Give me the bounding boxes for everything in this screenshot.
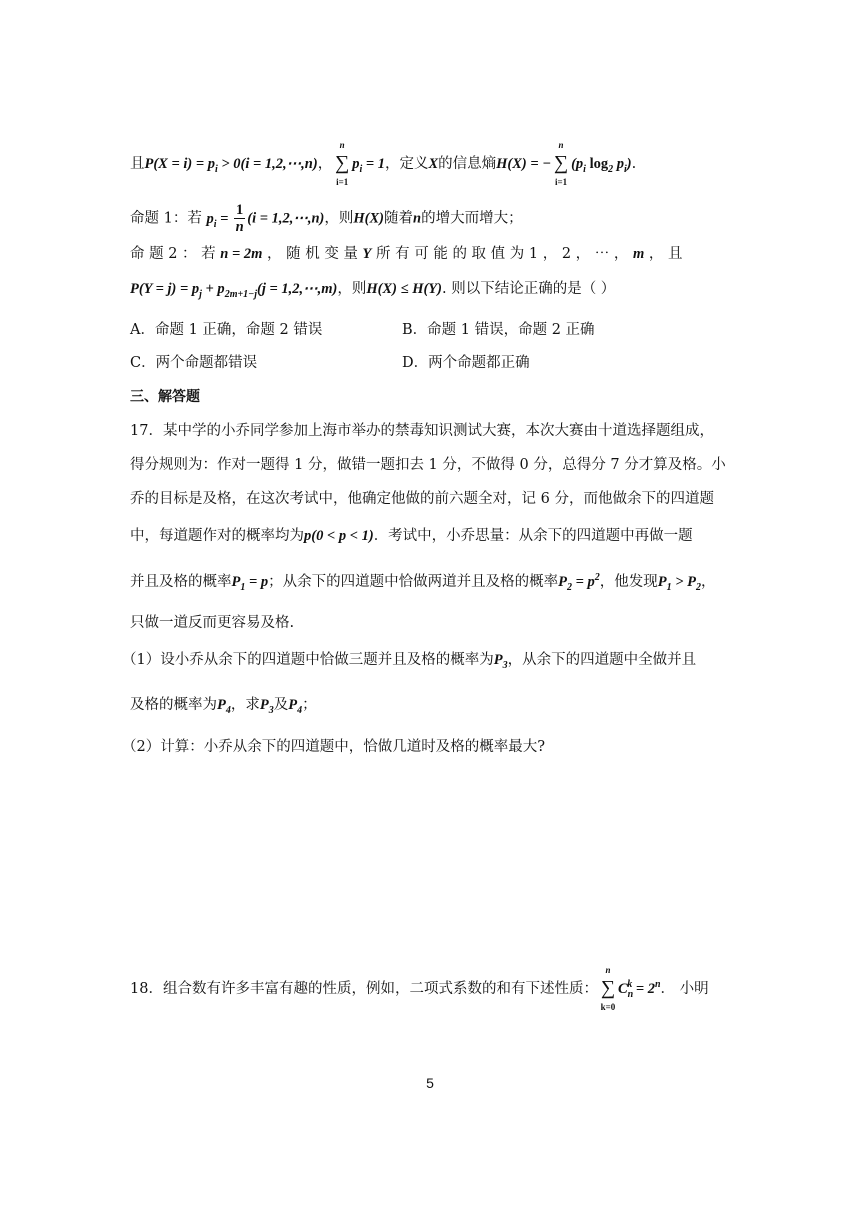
text: （1）设小乔从余下的四道题中恰做三题并且及格的概率为 — [122, 652, 494, 668]
sub: 2 — [608, 163, 614, 175]
sub: 4 — [225, 704, 231, 716]
sub: 2m+1−j — [224, 288, 258, 300]
math: n — [413, 210, 422, 227]
text: ， 随 机 变 量 — [262, 246, 363, 262]
sum-upper: n — [339, 140, 345, 150]
math-sum-body — [352, 156, 385, 175]
fraction — [234, 202, 245, 235]
text: ，从余下的四道题中全做并且 — [507, 652, 697, 668]
math — [493, 652, 508, 671]
math: p(0 < p < 1) — [304, 528, 374, 544]
text: ，求 — [230, 697, 260, 713]
sub: 3 — [268, 704, 274, 716]
math: > P — [671, 574, 696, 590]
text: 命 题 2 ： 若 — [130, 246, 221, 262]
text: 所 有 可 能 的 取 值 为 1 ， 2 ， ⋯ ， — [371, 246, 633, 262]
math: H(X) — [353, 210, 384, 227]
q16-line-1 — [130, 140, 637, 187]
sum-lower: i=1 — [336, 177, 349, 187]
math: H(X) ≤ H(Y) — [366, 281, 442, 297]
summation-symbol: n ∑ i=1 — [333, 153, 351, 175]
math — [288, 697, 303, 716]
text: ，则 — [337, 281, 367, 297]
math: P — [231, 574, 241, 590]
math: = 2 — [632, 981, 655, 997]
text: ， — [317, 156, 333, 172]
summation-symbol: n ∑ k=0 — [599, 978, 617, 1000]
math: p — [352, 156, 360, 172]
q17-part1-line-2 — [130, 695, 317, 715]
q16-line-3 — [130, 244, 683, 264]
math: p — [613, 156, 624, 172]
math — [558, 572, 600, 593]
q16-line-4 — [130, 279, 615, 299]
text: ，定义 — [384, 156, 429, 172]
math: P — [259, 697, 269, 713]
math: p — [206, 210, 214, 227]
option-b: B．命题 1 错误，命题 2 正确 — [402, 322, 595, 338]
math: P — [558, 574, 567, 590]
sub: 1 — [240, 581, 246, 593]
text: ．考试中，小乔思量：从余下的四道题中再做一题 — [373, 528, 693, 544]
sum-upper: n — [558, 140, 564, 150]
math: X — [428, 156, 439, 172]
numerator: 1 — [236, 202, 244, 218]
math: = p — [571, 574, 595, 590]
math: + p — [201, 281, 225, 297]
math: Y — [362, 246, 372, 262]
math: = — [216, 210, 232, 227]
sum-upper: n — [605, 965, 611, 975]
q17-line-1: 17．某中学的小乔同学参加上海市举办的禁毒知识测试大赛，本次大赛由十道选择题组成， — [130, 423, 714, 439]
text: ， 且 — [644, 246, 683, 262]
math: log — [585, 156, 609, 172]
math — [206, 210, 232, 230]
math-prob-def — [144, 156, 318, 175]
option-c: C．两个命题都错误 — [130, 355, 258, 371]
math: P — [217, 697, 226, 713]
sub: 2 — [566, 581, 572, 593]
section-heading: 三、解答题 — [130, 389, 200, 405]
text: 命题 1：若 — [130, 210, 207, 227]
math: P — [657, 574, 667, 590]
math — [231, 574, 269, 593]
q17-line-2: 得分规则为：作对一题得 1 分，做错一题扣去 1 分，不做得 0 分，总得分 7 分才算及格。小 — [130, 457, 726, 473]
text: 及 — [273, 697, 289, 713]
sum-lower: i=1 — [554, 177, 568, 187]
sup: k — [627, 979, 633, 991]
page-number: 5 — [426, 1075, 434, 1091]
math: (j = 1,2,⋯,m) — [257, 281, 338, 297]
math: = p — [245, 574, 269, 590]
q17-part2: （2）计算：小乔从余下的四道题中，恰做几道时及格的概率最大? — [122, 739, 545, 755]
math — [617, 979, 661, 1000]
sub: i — [623, 163, 627, 175]
sub: i — [213, 218, 217, 230]
text: 随着 — [384, 210, 413, 227]
option-d: D．两个命题都正确 — [402, 355, 530, 371]
math: m — [633, 246, 645, 262]
sub: 4 — [297, 704, 303, 716]
sub: i — [359, 163, 363, 175]
math: > 0(i = 1,2,⋯,n) — [217, 156, 318, 172]
text: ， — [700, 574, 716, 590]
text: ，他发现 — [599, 574, 658, 590]
text: ；从余下的四道题中恰做两道并且及格的概率 — [268, 574, 559, 590]
math: n = 2m — [220, 246, 263, 262]
summation-symbol: n ∑ i=1 — [552, 153, 570, 175]
sub: 1 — [666, 581, 672, 593]
text: ； — [302, 697, 317, 713]
q17-line-5 — [130, 572, 715, 592]
text: 且 — [130, 156, 145, 172]
math: P(X = i) = p — [144, 156, 215, 172]
text: 及格的概率为 — [130, 697, 217, 713]
math — [259, 697, 274, 716]
q18-line-1 — [130, 965, 709, 1012]
sup: n — [654, 979, 661, 991]
sub: 3 — [502, 659, 508, 671]
sub: n — [627, 988, 634, 1000]
text: . — [631, 156, 637, 172]
sub: 2 — [695, 581, 701, 593]
math: P(Y = j) = p — [130, 281, 200, 297]
math: = 1 — [362, 156, 385, 172]
math: ) — [626, 156, 632, 172]
text: 并且及格的概率 — [130, 574, 232, 590]
sub: i — [583, 163, 586, 175]
text: 中，每道题作对的概率均为 — [130, 528, 304, 544]
math: (i = 1,2,⋯,n) — [247, 210, 325, 227]
math-entropy: H(X) = − — [496, 156, 552, 172]
math — [217, 697, 231, 716]
sup: 2 — [594, 572, 600, 584]
sub: i — [215, 163, 218, 175]
math: P — [493, 652, 503, 668]
math: C — [617, 981, 628, 997]
text: 的增大而增大； — [421, 210, 523, 227]
math — [657, 574, 701, 593]
text: ． 小明 — [660, 981, 709, 997]
sum-lower: k=0 — [600, 1002, 616, 1012]
math: P — [288, 697, 298, 713]
sub: j — [199, 288, 202, 300]
math-entropy-body — [571, 156, 632, 175]
math: (p — [571, 156, 584, 172]
text: . 则以下结论正确的是（ ） — [441, 281, 616, 297]
math — [130, 281, 338, 300]
q17-part1-line-1 — [122, 650, 696, 670]
q17-line-3: 乔的目标是及格，在这次考试中，他确定他做的前六题全对，记 6 分，而他做余下的四道题 — [130, 491, 714, 507]
text: ，则 — [324, 210, 354, 227]
text: 的信息熵 — [438, 156, 497, 172]
q17-line-6: 只做一道反而更容易及格. — [130, 615, 295, 631]
option-a: A．命题 1 正确，命题 2 错误 — [130, 322, 323, 338]
q16-line-2 — [130, 202, 523, 235]
denominator: n — [235, 219, 244, 235]
q17-line-4 — [130, 526, 693, 546]
text: 18．组合数有许多丰富有趣的性质，例如，二项式系数的和有下述性质： — [130, 981, 598, 997]
